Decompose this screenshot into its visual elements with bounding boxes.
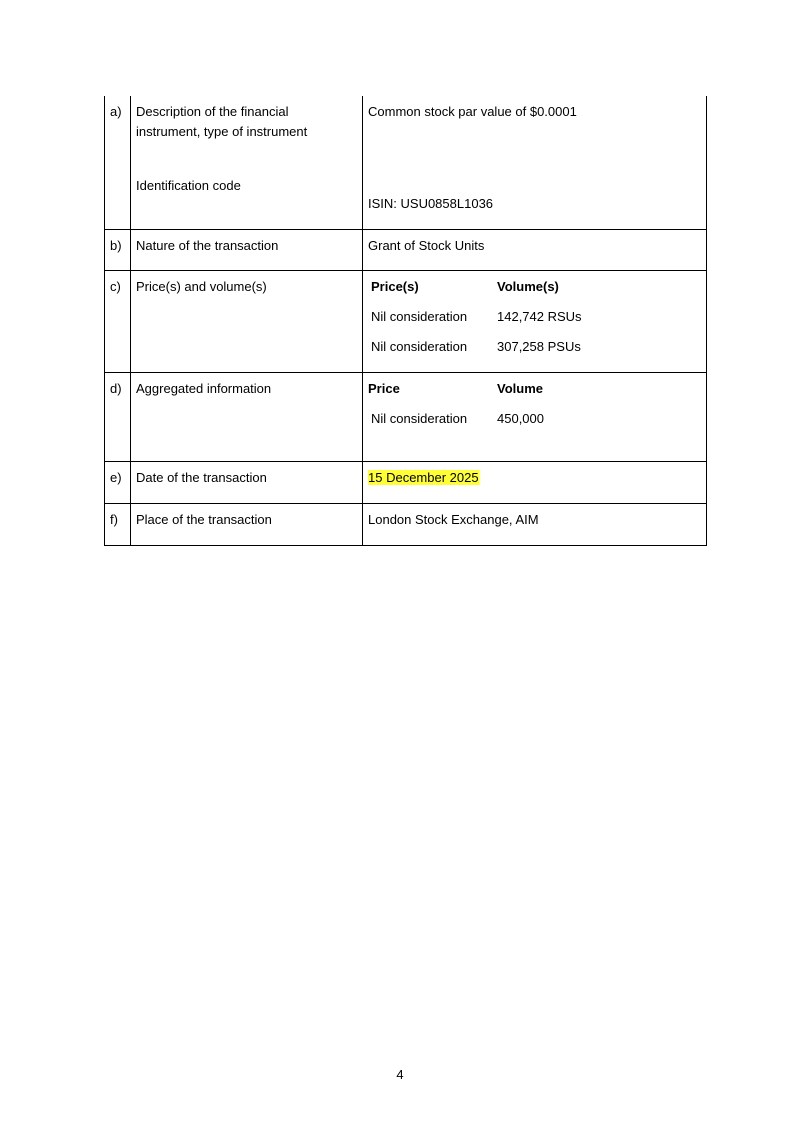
volume-value: 450,000 bbox=[497, 410, 544, 426]
row-value: London Stock Exchange, AIM bbox=[363, 503, 707, 545]
row-label: Aggregated information bbox=[131, 372, 363, 461]
row-index: c) bbox=[105, 270, 131, 372]
volume-value: 307,258 PSUs bbox=[497, 338, 581, 354]
row-value bbox=[363, 270, 707, 372]
transaction-date-highlight: 15 December 2025 bbox=[368, 469, 479, 485]
row-label bbox=[131, 96, 363, 229]
list-item bbox=[368, 409, 706, 429]
price-volume-header bbox=[368, 277, 706, 297]
row-value bbox=[363, 461, 707, 503]
identification-code-label: Identification code bbox=[136, 178, 241, 193]
table-row bbox=[105, 96, 707, 229]
table-row bbox=[105, 503, 707, 545]
row-label: Nature of the transaction bbox=[131, 229, 363, 270]
volume-header: Volume(s) bbox=[497, 278, 559, 294]
table-row bbox=[105, 270, 707, 372]
row-index: b) bbox=[105, 229, 131, 270]
table-row bbox=[105, 372, 707, 461]
list-item bbox=[368, 307, 706, 327]
instrument-description-label: Description of the financial instrument, type of instrument bbox=[136, 104, 308, 139]
row-label: Price(s) and volume(s) bbox=[131, 270, 363, 372]
row-value bbox=[363, 96, 707, 229]
row-index: a) bbox=[105, 96, 131, 229]
volume-header: Volume bbox=[497, 380, 543, 396]
isin-value: ISIN: USU0858L1036 bbox=[368, 196, 494, 211]
row-value bbox=[363, 372, 707, 461]
table-row bbox=[105, 461, 707, 503]
volume-value: 142,742 RSUs bbox=[497, 308, 582, 324]
row-index: e) bbox=[105, 461, 131, 503]
transaction-details-table bbox=[104, 96, 707, 546]
row-index: f) bbox=[105, 503, 131, 545]
price-value: Nil consideration bbox=[371, 410, 468, 426]
price-value: Nil consideration bbox=[371, 338, 468, 354]
row-index: d) bbox=[105, 372, 131, 461]
table-row bbox=[105, 229, 707, 270]
row-label: Date of the transaction bbox=[131, 461, 363, 503]
row-value: Grant of Stock Units bbox=[363, 229, 707, 270]
instrument-description-value: Common stock par value of $0.0001 bbox=[368, 104, 577, 119]
price-value: Nil consideration bbox=[371, 308, 468, 324]
price-header: Price bbox=[368, 380, 400, 396]
row-label: Place of the transaction bbox=[131, 503, 363, 545]
price-volume-header bbox=[368, 379, 706, 399]
list-item bbox=[368, 337, 706, 357]
price-header: Price(s) bbox=[371, 278, 419, 294]
page-number: 4 bbox=[396, 1067, 404, 1082]
